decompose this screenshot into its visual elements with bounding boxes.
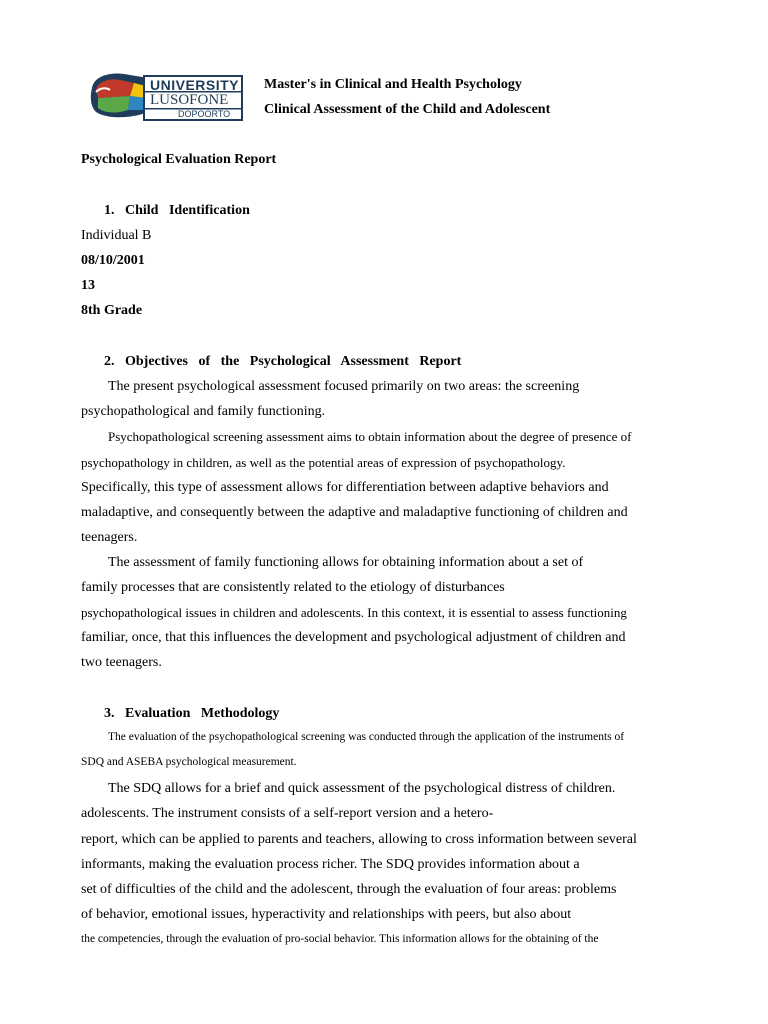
paragraph-line: of behavior, emotional issues, hyperactivity and relationships with peers, but also about — [81, 907, 572, 922]
course-title: Clinical Assessment of the Child and Adolescent — [264, 102, 551, 117]
birth-date: 08/10/2001 — [81, 253, 145, 268]
logo-line-university: UNIVERSITY — [150, 77, 240, 93]
program-title: Master's in Clinical and Health Psychology — [264, 77, 522, 92]
paragraph-line: psychopathological and family functioning. — [81, 404, 326, 419]
paragraph-line: psychopathology in children, as well as the potential areas of expression of psychopathology. — [81, 455, 566, 470]
section-heading-identification: 1. Child Identification — [104, 203, 250, 218]
paragraph-line: The evaluation of the psychopathological screening was conducted through the application of the instruments of — [108, 731, 625, 743]
logo-line-lusofone: LUSOFONE — [150, 92, 229, 108]
paragraph-line: familiar, once, that this influences the development and psychological adjustment of children and — [81, 630, 626, 645]
child-age: 13 — [81, 278, 95, 293]
paragraph-line: The assessment of family functioning allows for obtaining information about a set of — [108, 555, 584, 570]
logo-line-city: DOPOORTO — [178, 109, 231, 119]
paragraph-line: Specifically, this type of assessment allows for differentiation between adaptive behaviors and — [81, 480, 609, 495]
school-grade: 8th Grade — [81, 303, 143, 318]
paragraph-line: psychopathological issues in children and adolescents. In this context, it is essential to assess functioning — [81, 605, 627, 620]
paragraph-line: the competencies, through the evaluation of pro-social behavior. This information allows for the obtaining of the — [81, 933, 599, 945]
paragraph-line: report, which can be applied to parents and teachers, allowing to cross information between several — [81, 832, 637, 847]
paragraph-line: set of difficulties of the child and the adolescent, through the evaluation of four areas: problems — [81, 882, 617, 897]
section-heading-objectives: 2. Objectives of the Psychological Assessment Report — [104, 354, 462, 369]
paragraph-line: maladaptive, and consequently between the adaptive and maladaptive functioning of children and — [81, 505, 628, 520]
paragraph-line: family processes that are consistently related to the etiology of disturbances — [81, 580, 505, 595]
paragraph-line: The present psychological assessment focused primarily on two areas: the screening — [108, 379, 580, 394]
university-logo — [88, 68, 244, 122]
child-name: Individual B — [81, 228, 152, 243]
paragraph-line: informants, making the evaluation process richer. The SDQ provides information about a — [81, 857, 580, 872]
paragraph-line: Psychopathological screening assessment aims to obtain information about the degree of presence of — [108, 429, 632, 444]
paragraph-line: SDQ and ASEBA psychological measurement. — [81, 756, 297, 768]
paragraph-line: two teenagers. — [81, 655, 162, 670]
paragraph-line: teenagers. — [81, 530, 138, 545]
paragraph-line: adolescents. The instrument consists of a self-report version and a hetero- — [81, 806, 494, 821]
paragraph-line: The SDQ allows for a brief and quick assessment of the psychological distress of children. — [108, 781, 616, 796]
section-heading-methodology: 3. Evaluation Methodology — [104, 706, 280, 721]
report-title: Psychological Evaluation Report — [81, 152, 277, 167]
